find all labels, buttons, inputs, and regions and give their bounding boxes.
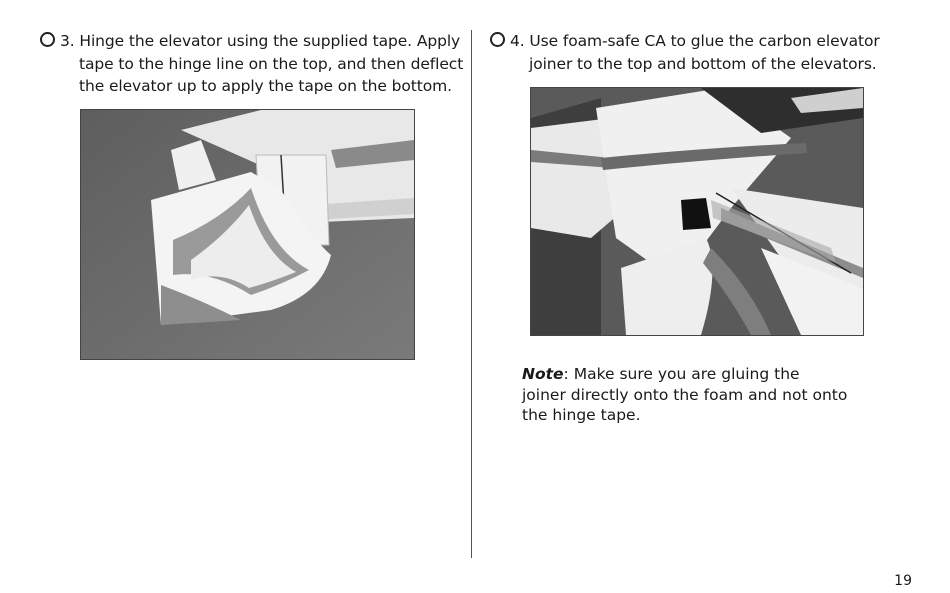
elevator-hinge-photo: [80, 109, 415, 360]
note-text-line-2: joiner directly onto the foam and not onto: [522, 385, 848, 404]
step-3-text-line-1: Hinge the elevator using the supplied tape. Apply: [79, 32, 461, 50]
checkbox-circle-icon[interactable]: [490, 32, 505, 47]
step-4-instructions: [490, 30, 880, 75]
step-3-number: 3.: [60, 32, 75, 50]
step-3-text-line-2: tape to the hinge line on the top, and then deflect: [79, 54, 464, 73]
page-number: 19: [894, 573, 912, 589]
carbon-joiner-photo: [530, 87, 864, 336]
note-text-line-1: : Make sure you are gluing the: [563, 365, 800, 383]
step-4-text-line-2: joiner to the top and bottom of the elevators.: [529, 54, 877, 73]
step-4-number: 4.: [510, 32, 525, 50]
step-4-text-line-1: Use foam-safe CA to glue the carbon elevator: [529, 32, 880, 50]
note-block: [522, 364, 847, 426]
note-text-line-3: the hinge tape.: [522, 406, 641, 424]
step-3-instructions: [40, 30, 463, 98]
note-label: Note: [522, 365, 564, 383]
step-3-text-line-3: the elevator up to apply the tape on the bottom.: [79, 77, 452, 95]
checkbox-circle-icon[interactable]: [40, 32, 55, 47]
column-divider: [471, 30, 472, 558]
